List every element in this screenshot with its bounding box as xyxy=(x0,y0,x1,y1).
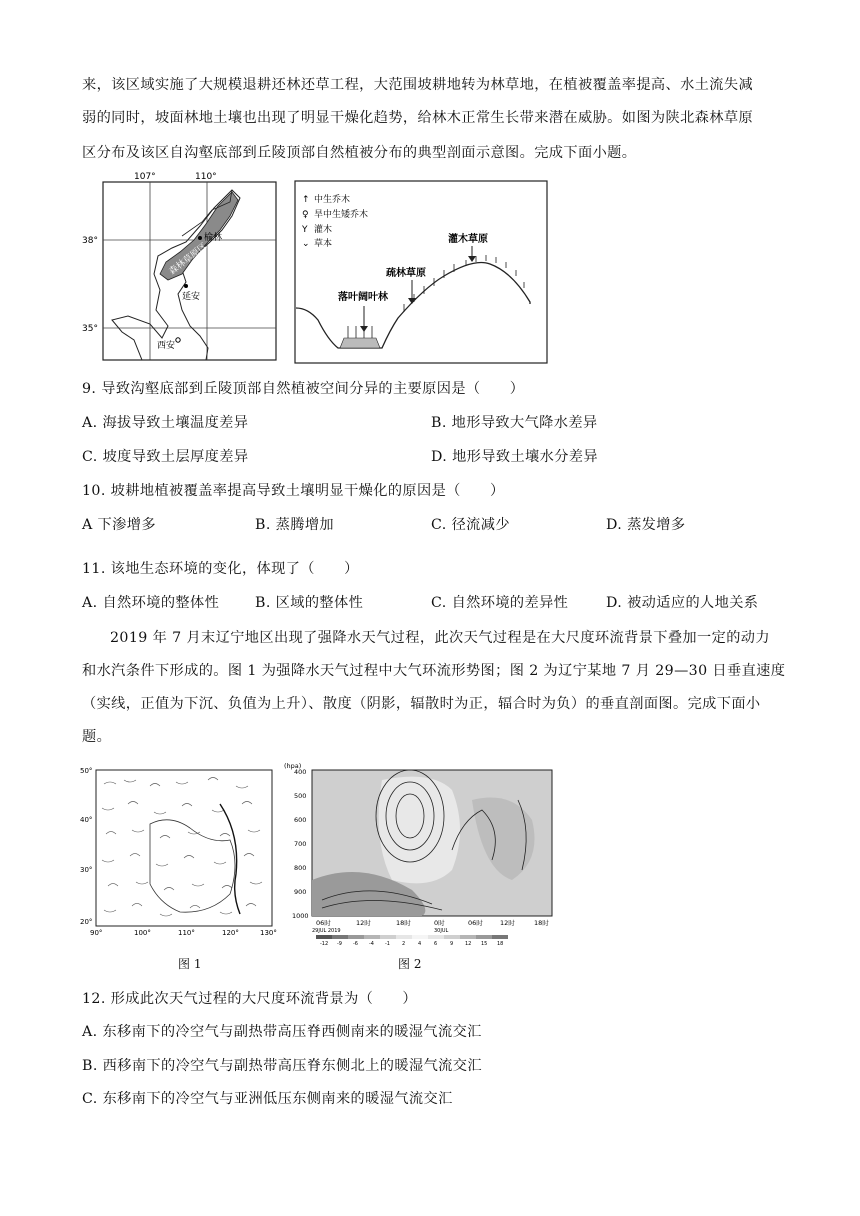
q9-option-b[interactable]: B. 地形导致大气降水差异 xyxy=(431,415,598,431)
circulation-map-figure xyxy=(80,764,280,940)
scale-tick-11: 15 xyxy=(481,941,488,946)
fig2-xtick-2: 12时 xyxy=(356,919,371,927)
lon-label-110: 110° xyxy=(195,172,217,182)
q9-option-c[interactable]: C. 坡度导致土层厚度差异 xyxy=(82,449,249,465)
scale-tick-10: 12 xyxy=(465,941,472,946)
q9-option-a[interactable]: A. 海拔导致土壤温度差异 xyxy=(82,415,249,431)
fig1-xtick-3: 110° xyxy=(178,929,195,937)
fig1-caption: 图 1 xyxy=(178,957,202,971)
q12-option-a[interactable]: A. 东移南下的冷空气与副热带高压脊西侧南来的暖湿气流交汇 xyxy=(82,1024,482,1040)
fig1-xtick-2: 100° xyxy=(134,929,151,937)
fig2-date-a: 29JUL 2019 xyxy=(312,928,341,934)
lat-label-38: 38° xyxy=(82,236,98,246)
intro-line-1: 来，该区域实施了大规模退耕还林还草工程，大范围坡耕地转为林草地，在植被覆盖率提高、水土流失减 xyxy=(82,77,754,93)
scale-tick-1: -12 xyxy=(320,941,329,946)
scale-tick-7: 4 xyxy=(418,941,422,946)
fig2-xtick-4: 0时 xyxy=(434,919,445,927)
q10-option-b[interactable]: B. 蒸腾增加 xyxy=(255,517,334,533)
fig2-xtick-5: 06时 xyxy=(468,919,483,927)
city-yanan: 延安 xyxy=(182,292,201,302)
scale-tick-6: 2 xyxy=(402,941,406,946)
scale-tick-12: 18 xyxy=(497,941,504,946)
fig1-ytick-2: 40° xyxy=(80,816,93,824)
passage2-line-1: 2019 年 7 月末辽宁地区出现了强降水天气过程，此次天气过程是在大尺度环流背景下叠加一定的动力 xyxy=(110,630,770,646)
shaanxi-map-figure xyxy=(82,170,282,365)
fig2-ytick-2: 500 xyxy=(294,792,307,800)
city-yulin: 榆林 xyxy=(204,233,223,243)
fig1-ytick-1: 50° xyxy=(80,767,93,775)
zone-bottom-label: 落叶阔叶林 xyxy=(338,292,388,303)
fig2-ytick-4: 700 xyxy=(294,840,307,848)
legend-item-1: 中生乔木 xyxy=(314,195,351,205)
q11-option-c[interactable]: C. 自然环境的差异性 xyxy=(431,595,569,611)
legend-item-4: 草本 xyxy=(314,239,333,249)
scale-tick-3: -6 xyxy=(353,941,358,946)
passage2-line-2: 和水汽条件下形成的。图 1 为强降水天气过程中大气环流形势图；图 2 为辽宁某地 7 月 29—30 日垂直速度 xyxy=(82,663,786,679)
fig2-ytick-5: 800 xyxy=(294,864,307,872)
scale-tick-4: -4 xyxy=(369,941,374,946)
fig1-ytick-4: 20° xyxy=(80,918,93,926)
scale-tick-8: 6 xyxy=(434,941,438,946)
fig1-ytick-3: 30° xyxy=(80,866,93,874)
q10-option-a[interactable]: A 下渗增多 xyxy=(82,517,156,533)
fig1-xtick-5: 130° xyxy=(260,929,277,937)
fig1-xtick-1: 90° xyxy=(90,929,103,937)
fig2-unit: (hpa) xyxy=(284,762,302,770)
q11-option-b[interactable]: B. 区域的整体性 xyxy=(255,595,364,611)
intro-line-3: 区分布及该区自沟壑底部到丘陵顶部自然植被分布的典型剖面示意图。完成下面小题。 xyxy=(82,145,637,161)
fig2-ytick-6: 900 xyxy=(294,888,307,896)
fig2-caption: 图 2 xyxy=(398,957,422,971)
fig2-date-b: 30JUL xyxy=(434,928,449,934)
q10-stem: 10. 坡耕地植被覆盖率提高导致土壤明显干燥化的原因是（ ） xyxy=(82,483,505,499)
q11-stem: 11. 该地生态环境的变化，体现了（ ） xyxy=(82,561,359,577)
q9-stem: 9. 导致沟壑底部到丘陵顶部自然植被空间分异的主要原因是（ ） xyxy=(82,381,525,397)
fig1-xtick-4: 120° xyxy=(222,929,239,937)
q12-option-b[interactable]: B. 西移南下的冷空气与副热带高压脊东侧北上的暖湿气流交汇 xyxy=(82,1058,482,1074)
zone-mid-label: 疏林草原 xyxy=(386,268,426,279)
fig2-xtick-7: 18时 xyxy=(534,919,549,927)
fig2-ytick-7: 1000 xyxy=(292,912,309,920)
fig2-ytick-1: 400 xyxy=(294,768,307,776)
fig2-xtick-6: 12时 xyxy=(500,919,515,927)
svg-text:♀: ♀ xyxy=(302,210,309,220)
passage2-line-3: （实线，正值为下沉、负值为上升）、散度（阴影，辐散时为正，辐合时为负）的垂直剖面图。完成下面小 xyxy=(82,696,761,712)
svg-text:⌄: ⌄ xyxy=(302,239,310,249)
fig2-xtick-1: 06时 xyxy=(316,919,331,927)
cross-section-figure xyxy=(282,760,558,946)
q10-option-c[interactable]: C. 径流减少 xyxy=(431,517,510,533)
q12-option-c[interactable]: C. 东移南下的冷空气与亚洲低压东侧南来的暖湿气流交汇 xyxy=(82,1091,453,1107)
scale-tick-9: 9 xyxy=(450,941,454,946)
q9-option-d[interactable]: D. 地形导致土壤水分差异 xyxy=(431,449,598,465)
scale-tick-5: -1 xyxy=(385,941,390,946)
lat-label-35: 35° xyxy=(82,324,98,334)
intro-line-2: 弱的同时，坡面林地土壤也出现了明显干燥化趋势，给林木正常生长带来潜在威胁。如图为陕北森林草原 xyxy=(82,110,754,126)
vegetation-profile-figure xyxy=(294,180,548,364)
q11-option-d[interactable]: D. 被动适应的人地关系 xyxy=(606,595,759,611)
q11-option-a[interactable]: A. 自然环境的整体性 xyxy=(82,595,220,611)
passage2-line-4: 题。 xyxy=(82,729,112,745)
q12-stem: 12. 形成此次天气过程的大尺度环流背景为（ ） xyxy=(82,991,418,1007)
fig2-xtick-3: 18时 xyxy=(396,919,411,927)
city-xian: 西安 xyxy=(157,341,176,351)
zone-top-label: 灌木草原 xyxy=(448,234,488,245)
region-label: 森林草原区 xyxy=(167,241,210,278)
scale-tick-2: -9 xyxy=(337,941,342,946)
legend-item-3: 灌木 xyxy=(314,225,333,235)
fig2-ytick-3: 600 xyxy=(294,816,307,824)
q10-option-d[interactable]: D. 蒸发增多 xyxy=(606,517,686,533)
svg-text:↑: ↑ xyxy=(302,195,310,205)
svg-text:Y: Y xyxy=(302,225,308,235)
legend-item-2: 旱中生矮乔木 xyxy=(314,210,369,220)
lon-label-107: 107° xyxy=(134,172,156,182)
